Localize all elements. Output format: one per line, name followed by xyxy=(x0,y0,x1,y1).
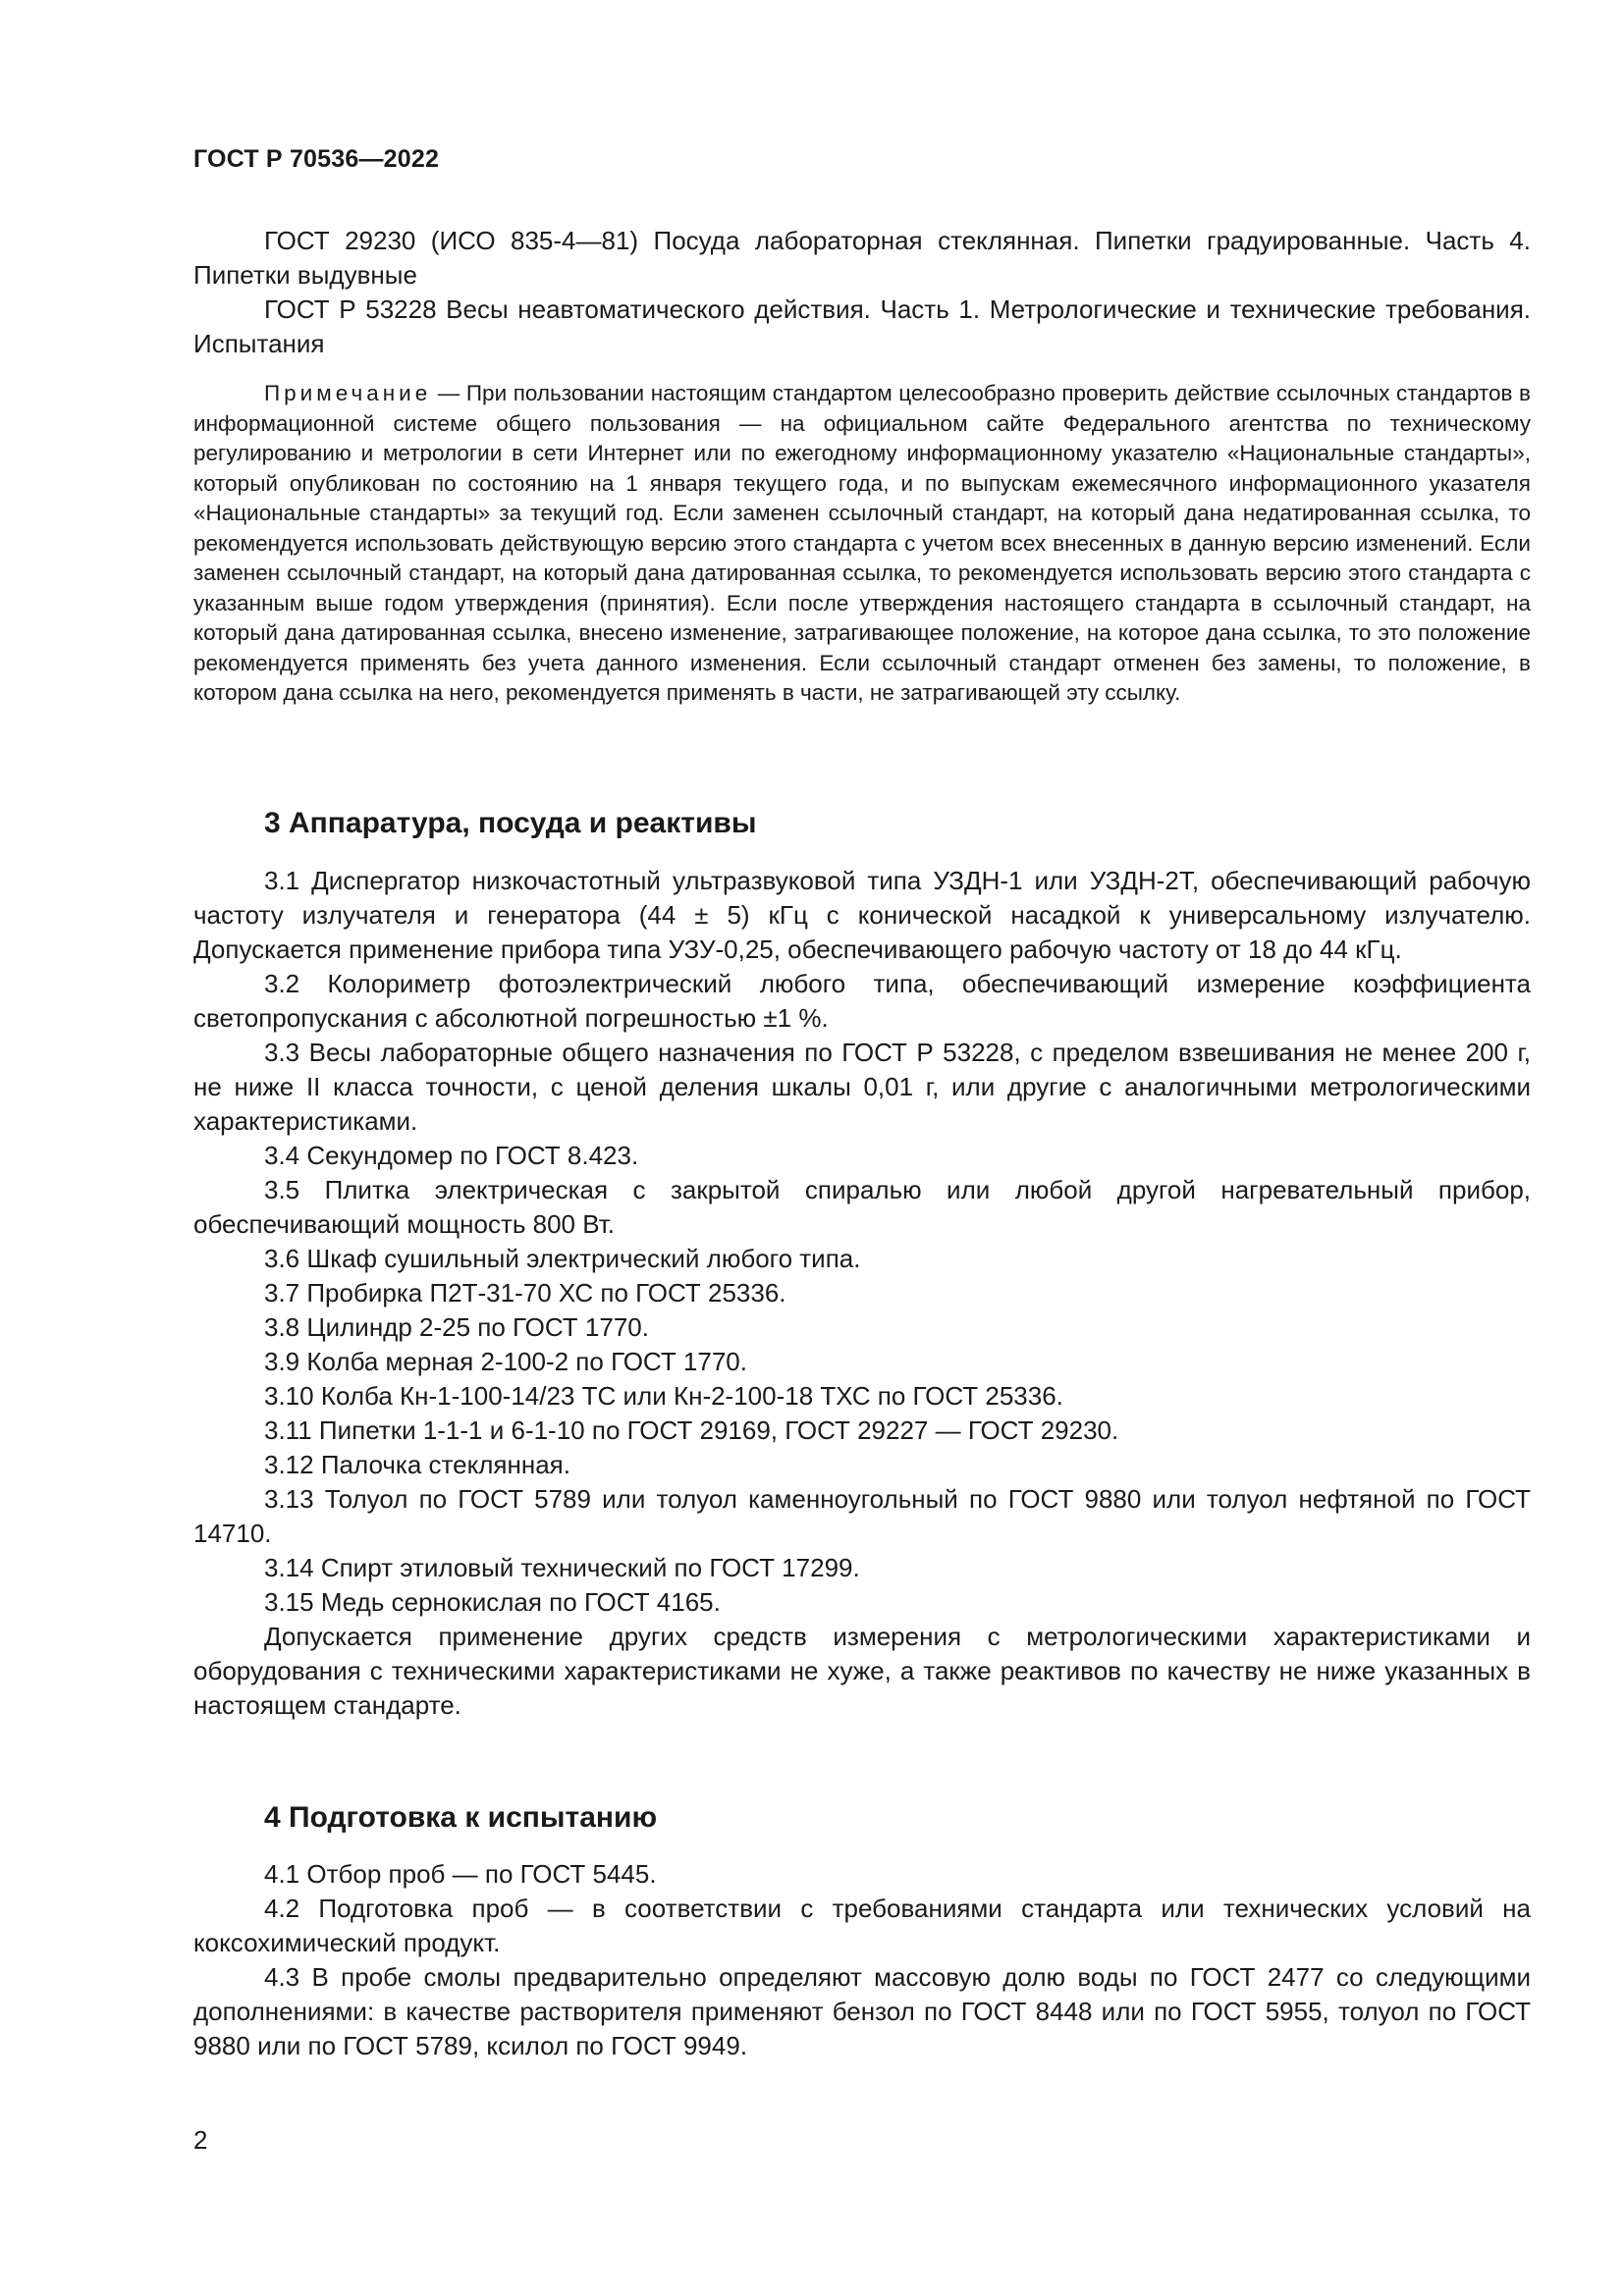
section-4-heading: 4 Подготовка к испытанию xyxy=(264,1801,658,1834)
list-item: 3.3 Весы лабораторные общего назначения по ГОСТ Р 53228, с пределом взвешивания не менее 200 г, не ниже II класса точности, с ценой деления шкалы 0,01 г, или другие с аналогичными метрологическими характеристиками. xyxy=(193,1038,1531,1136)
list-item: 4.3 В пробе смолы предварительно определяют массовую долю воды по ГОСТ 2477 со следующими дополнениями: в качестве растворителя применяют бензол по ГОСТ 8448 или по ГОСТ 5955, толуол по ГОСТ 9880 или по ГОСТ 5789, ксилол по ГОСТ 9949. xyxy=(193,1962,1531,2060)
list-item: 3.11 Пипетки 1-1-1 и 6-1-10 по ГОСТ 29169, ГОСТ 29227 — ГОСТ 29230. xyxy=(264,1415,1119,1445)
list-item: 3.9 Колба мерная 2-100-2 по ГОСТ 1770. xyxy=(264,1347,747,1376)
section-3-heading: 3 Аппаратура, посуда и реактивы xyxy=(264,807,757,839)
list-item: 3.2 Колориметр фотоэлектрический любого типа, обеспечивающий измерение коэффициента светопропускания с абсолютной погрешностью ±1 %. xyxy=(193,969,1531,1033)
list-item: 4.2 Подготовка проб — в соответствии с требованиями стандарта или технических условий на коксохимический продукт. xyxy=(193,1894,1531,1957)
note-paragraph xyxy=(193,379,1531,709)
reference-entry: ГОСТ Р 53228 Весы неавтоматического действия. Часть 1. Метрологические и технические требования. Испытания xyxy=(193,294,1531,358)
list-item: 3.10 Колба Кн-1-100-14/23 ТС или Кн-2-100-18 ТХС по ГОСТ 25336. xyxy=(264,1381,1063,1411)
page-number: 2 xyxy=(193,2125,208,2155)
reference-entry: ГОСТ 29230 (ИСО 835-4—81) Посуда лабораторная стеклянная. Пипетки градуированные. Часть 4. Пипетки выдувные xyxy=(193,226,1531,290)
section-3-body xyxy=(193,864,1531,1723)
note-label: Примечание xyxy=(264,381,432,405)
note-text: — При пользовании настоящим стандартом целесообразно проверить действие ссылочных стандартов в информационной системе общего пользования — на официальном сайте Федерального агентства по техническому регулированию и метрологии в сети Интернет или по ежегодному информационному указателю «Национальные стандарты», который опубликован по состоянию на 1 января текущего года, и по выпускам ежемесячного информационного указателя «Национальные стандарты» за текущий год. Если заменен ссылочный стандарт, на который дана недатированная ссылка, то рекомендуется использовать действующую версию этого стандарта с учетом всех внесенных в данную версию изменений. Если заменен ссылочный стандарт, на который дана датированная ссылка, то рекомендуется использовать версию этого стандарта с указанным выше годом утверждения (принятия). Если после утверждения настоящего стандарта в ссылочный стандарт, на который дана датированная ссылка, внесено изменение, затрагивающее положение, на которое дана ссылка, то это положение рекомендуется применять без учета данного изменения. Если ссылочный стандарт отменен без замены, то положение, в котором дана ссылка на него, рекомендуется применять в части, не затрагивающей эту ссылку. xyxy=(193,381,1531,705)
list-item: 3.14 Спирт этиловый технический по ГОСТ 17299. xyxy=(264,1553,860,1582)
normative-references xyxy=(193,224,1531,361)
list-item: 3.1 Диспергатор низкочастотный ультразвуковой типа УЗДН-1 или УЗДН-2Т, обеспечивающий рабочую частоту излучателя и генератора (44 ± 5) кГц с конической насадкой к универсальному излучателю. Допускается применение прибора типа УЗУ-0,25, обеспечивающего рабочую частоту от 18 до 44 кГц. xyxy=(193,866,1531,964)
list-item: 3.6 Шкаф сушильный электрический любого типа. xyxy=(264,1244,861,1273)
list-item: 3.5 Плитка электрическая с закрытой спиралью или любой другой нагревательный прибор, обеспечивающий мощность 800 Вт. xyxy=(193,1175,1531,1239)
list-item: 3.12 Палочка стеклянная. xyxy=(264,1450,570,1479)
closing-paragraph: Допускается применение других средств измерения с метрологическими характеристиками и оборудования с техническими характеристиками не хуже, а также реактивов по качеству не ниже указанных в настоящем стандарте. xyxy=(193,1622,1531,1720)
list-item: 3.4 Секундомер по ГОСТ 8.423. xyxy=(264,1141,639,1170)
list-item: 3.13 Толуол по ГОСТ 5789 или толуол каменноугольный по ГОСТ 9880 или толуол нефтяной по ГОСТ 14710. xyxy=(193,1484,1531,1548)
section-4-body xyxy=(193,1857,1531,2063)
list-item: 3.15 Медь сернокислая по ГОСТ 4165. xyxy=(264,1587,721,1617)
list-item: 3.8 Цилиндр 2-25 по ГОСТ 1770. xyxy=(264,1312,649,1342)
list-item: 3.7 Пробирка П2Т-31-70 ХС по ГОСТ 25336. xyxy=(264,1278,786,1308)
document-code-header: ГОСТ Р 70536—2022 xyxy=(193,145,440,173)
list-item: 4.1 Отбор проб — по ГОСТ 5445. xyxy=(264,1859,657,1889)
